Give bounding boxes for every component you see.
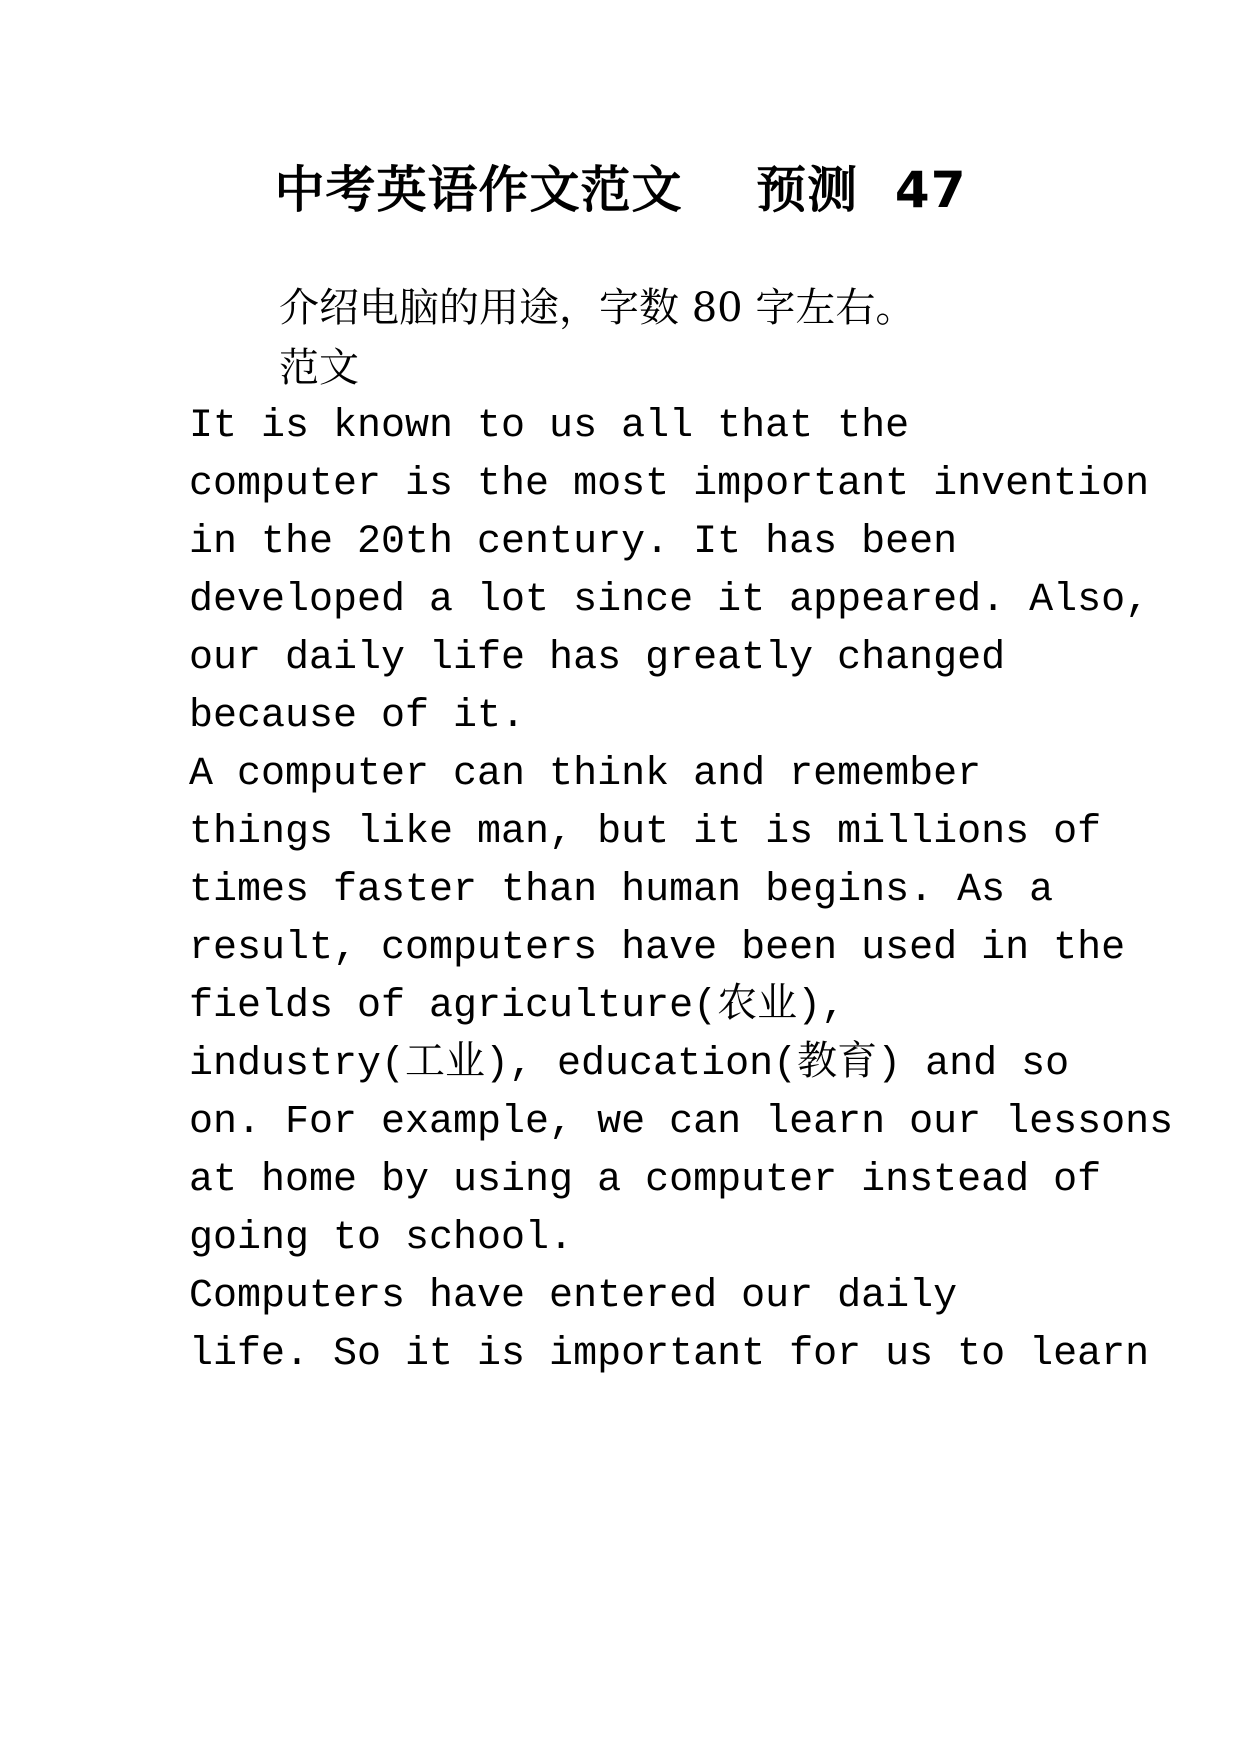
essay-line: on. For example, we can learn our lessons	[189, 1100, 1174, 1145]
essay-line: times faster than human begins. As a	[189, 868, 1054, 913]
essay-line: result, computers have been used in the	[189, 926, 1126, 971]
essay-line: in the 20th century. It has been	[189, 520, 958, 565]
essay-line: developed a lot since it appeared. Also,	[189, 578, 1150, 623]
essay-line: because of it.	[189, 694, 526, 739]
essay-line: It is known to us all that the	[189, 404, 910, 449]
essay-line: A computer can think and remember	[189, 752, 982, 797]
essay-heading: 范文	[279, 345, 359, 391]
essay-line: at home by using a computer instead of	[189, 1158, 1102, 1203]
essay-line: going to school.	[189, 1216, 574, 1261]
essay-line: things like man, but it is millions of	[189, 810, 1102, 855]
essay-line: industry(工业), education(教育) and so	[189, 1042, 1070, 1087]
essay-line: fields of agriculture(农业),	[189, 984, 846, 1029]
essay-prompt: 介绍电脑的用途，字数 80 字左右。	[279, 285, 916, 331]
essay-line: Computers have entered our daily	[189, 1274, 958, 1319]
essay-line: computer is the most important invention	[189, 462, 1150, 507]
document-title: 中考英语作文范文 预测 47	[274, 161, 967, 219]
essay-line: our daily life has greatly changed	[189, 636, 1006, 681]
essay-line: life. So it is important for us to learn	[189, 1332, 1150, 1377]
